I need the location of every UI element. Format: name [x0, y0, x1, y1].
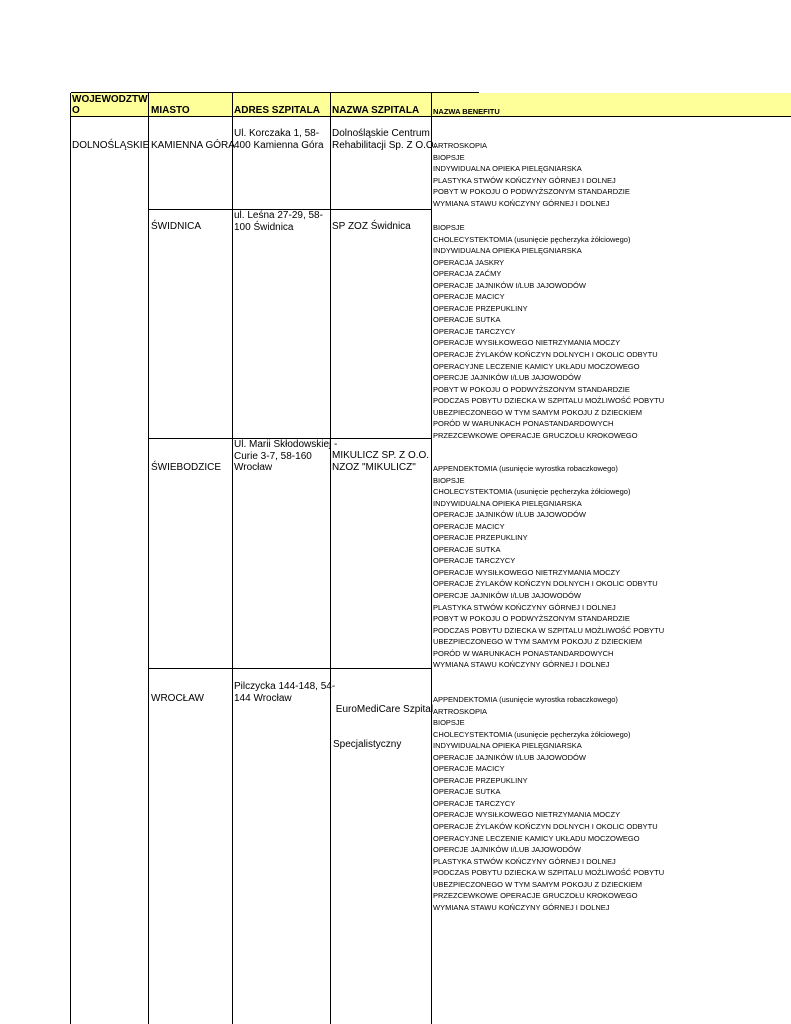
benefit-item: OPERACJA JASKRY: [433, 257, 505, 267]
benefit-item: BIOPSJE: [433, 223, 465, 232]
benefit-item: POBYT W POKOJU O PODWYŻSZONYM STANDARDZIE: [433, 187, 630, 197]
szpital-line: Dolnośląskie Centrum: [332, 128, 430, 139]
benefit-item: OPERACYJNE LECZENIE KAMICY UKŁADU MOCZOWEGO: [433, 833, 640, 843]
szpital-line: SP ZOZ Świdnica: [332, 221, 411, 232]
benefit-item: OPERCJE JAJNIKÓW I/LUB JAJOWODÓW: [433, 845, 581, 855]
benefit-item: BIOPSJE: [433, 718, 465, 728]
column-border: [232, 93, 233, 1024]
benefit-item: APPENDEKTOMIA (usunięcie wyrostka robaczkowego): [433, 695, 618, 704]
benefit-item: PODCZAS POBYTU DZIECKA W SZPITALU MOŻLIWOŚĆ POBYTU: [433, 396, 665, 406]
benefit-item: PLASTYKA STWÓW KOŃCZYNY GÓRNEJ I DOLNEJ: [433, 602, 616, 612]
benefit-item: OPERACJE JAJNIKÓW I/LUB JAJOWODÓW: [433, 280, 586, 290]
adres-line: Curie 3-7, 58-160: [234, 450, 312, 462]
adres-line: ul. Leśna 27-29, 58-: [234, 210, 323, 221]
header-miasto: MIASTO: [151, 105, 190, 116]
benefit-item: UBEZPIECZONEGO W TYM SAMYM POKOJU Z DZIECKIEM: [433, 637, 643, 647]
szpital-cell: [333, 681, 433, 762]
benefit-item: OPERACJE SUTKA: [433, 315, 501, 325]
column-border: [330, 93, 331, 1024]
adres-cell: [234, 128, 324, 151]
szpital-cell: [332, 128, 436, 151]
benefit-item: PORÓD W WARUNKACH PONASTANDARDOWYCH: [433, 419, 614, 429]
benefit-list: [433, 222, 664, 441]
row-separator: [148, 668, 431, 669]
benefit-item: BIOPSJE: [433, 475, 465, 485]
benefit-item: APPENDEKTOMIA (usunięcie wyrostka robaczkowego): [433, 464, 618, 473]
benefit-item: POBYT W POKOJU O PODWYŻSZONYM STANDARDZIE: [433, 384, 630, 394]
benefit-item: OPERACJE MACICY: [433, 764, 505, 774]
szpital-line: EuroMediCare Szpital: [333, 704, 434, 715]
adres-line: Wrocław: [234, 462, 273, 473]
header-wojewodztwo: [72, 94, 148, 116]
benefit-item: PLASTYKA STWÓW KOŃCZYNY GÓRNEJ I DOLNEJ: [433, 856, 616, 866]
benefit-item: OPERACJE PRZEPUKLINY: [433, 303, 528, 313]
szpital-line: NZOZ "MIKULICZ": [332, 461, 416, 473]
miasto-cell: ŚWIEBODZICE: [151, 462, 222, 473]
benefit-item: WYMIANA STAWU KOŃCZYNY GÓRNEJ I DOLNEJ: [433, 902, 610, 912]
benefit-item: PRZEZCEWKOWE OPERACJE GRUCZOŁU KROKOWEGO: [433, 430, 638, 440]
adres-line: 144 Wrocław: [234, 692, 292, 704]
benefit-item: PODCZAS POBYTU DZIECKA W SZPITALU MOŻLIWOŚĆ POBYTU: [433, 625, 665, 635]
benefit-item: BIOPSJE: [433, 152, 465, 162]
miasto-cell: KAMIENNA GÓRA: [151, 140, 235, 151]
benefit-list: [433, 694, 664, 913]
benefit-item: OPERACJE SUTKA: [433, 544, 501, 554]
benefit-item: INDYWIDUALNA OPIEKA PIELĘGNIARSKA: [433, 498, 582, 508]
adres-line: Ul. Korczaka 1, 58-: [234, 128, 320, 139]
benefit-item: OPERACJE SUTKA: [433, 787, 501, 797]
benefit-item: OPERACJE PRZEPUKLINY: [433, 533, 528, 543]
benefit-item: UBEZPIECZONEGO W TYM SAMYM POKOJU Z DZIECKIEM: [433, 407, 643, 417]
benefit-item: OPERACJE TARCZYCY: [433, 556, 516, 566]
benefit-item: OPERCJE JAJNIKÓW I/LUB JAJOWODÓW: [433, 373, 581, 383]
header-nazwa-benefitu: NAZWA BENEFITU: [433, 107, 500, 116]
benefit-item: OPERACJE JAJNIKÓW I/LUB JAJOWODÓW: [433, 752, 586, 762]
benefit-item: PORÓD W WARUNKACH PONASTANDARDOWYCH: [433, 648, 614, 658]
benefit-item: INDYWIDUALNA OPIEKA PIELĘGNIARSKA: [433, 246, 582, 256]
benefit-item: POBYT W POKOJU O PODWYŻSZONYM STANDARDZIE: [433, 614, 630, 624]
adres-line: Ul. Marii Skłodowskiej -: [234, 439, 338, 450]
adres-cell: [234, 681, 335, 704]
szpital-line: MIKULICZ SP. Z O.O.: [332, 450, 430, 461]
benefit-item: PLASTYKA STWÓW KOŃCZYNY GÓRNEJ I DOLNEJ: [433, 175, 616, 185]
miasto-cell: ŚWIDNICA: [151, 221, 201, 232]
header-nazwa-szpitala: NAZWA SZPITALA: [332, 105, 420, 116]
benefit-item: ARTROSKOPIA: [433, 706, 488, 716]
benefit-item: PODCZAS POBYTU DZIECKA W SZPITALU MOŻLIWOŚĆ POBYTU: [433, 868, 665, 878]
benefit-item: OPERACJE WYSIŁKOWEGO NIETRZYMANIA MOCZY: [433, 810, 621, 820]
benefit-item: PRZEZCEWKOWE OPERACJE GRUCZOŁU KROKOWEGO: [433, 891, 638, 901]
benefit-item: OPERACJA ZAĆMY: [433, 269, 502, 279]
benefit-item: CHOLECYSTEKTOMIA (usunięcie pęcherzyka żółciowego): [433, 234, 631, 244]
szpital-line: Specjalistyczny: [333, 738, 402, 750]
benefit-item: OPERACJE ŻYLAKÓW KOŃCZYN DOLNYCH I OKOLIC ODBYTU: [433, 579, 658, 589]
benefit-item: OPERACJE TARCZYCY: [433, 326, 516, 336]
benefit-list: [433, 463, 664, 671]
adres-line: 100 Świdnica: [234, 221, 294, 233]
benefit-item: CHOLECYSTEKTOMIA (usunięcie pęcherzyka żółciowego): [433, 729, 631, 739]
benefit-item: OPERACYJNE LECZENIE KAMICY UKŁADU MOCZOWEGO: [433, 361, 640, 371]
benefit-list: [433, 140, 630, 209]
benefit-item: WYMIANA STAWU KOŃCZYNY GÓRNEJ I DOLNEJ: [433, 198, 610, 208]
benefit-item: OPERACJE WYSIŁKOWEGO NIETRZYMANIA MOCZY: [433, 567, 621, 577]
header-adres: ADRES SZPITALA: [234, 105, 320, 116]
benefit-item: UBEZPIECZONEGO W TYM SAMYM POKOJU Z DZIECKIEM: [433, 879, 643, 889]
benefit-item: OPERACJE MACICY: [433, 521, 505, 531]
adres-cell: [234, 439, 337, 474]
szpital-line: Rehabilitacji Sp. Z O.O.: [332, 139, 437, 151]
benefit-item: INDYWIDUALNA OPIEKA PIELĘGNIARSKA: [433, 741, 582, 751]
column-border: [70, 93, 71, 1024]
benefit-item: WYMIANA STAWU KOŃCZYNY GÓRNEJ I DOLNEJ: [433, 660, 610, 670]
wojewodztwo-cell: DOLNOŚLĄSKIE: [72, 140, 150, 151]
benefit-item: OPERCJE JAJNIKÓW I/LUB JAJOWODÓW: [433, 591, 581, 601]
adres-line: Pilczycka 144-148, 54-: [234, 681, 336, 692]
benefit-item: OPERACJE TARCZYCY: [433, 798, 516, 808]
adres-line: 400 Kamienna Góra: [234, 139, 324, 151]
benefit-item: ARTROSKOPIA: [433, 141, 488, 150]
benefit-item: OPERACJE JAJNIKÓW I/LUB JAJOWODÓW: [433, 510, 586, 520]
column-border: [148, 93, 149, 1024]
benefit-item: CHOLECYSTEKTOMIA (usunięcie pęcherzyka żółciowego): [433, 487, 631, 497]
header-wojewodztwo-line2: O: [72, 105, 80, 116]
miasto-cell: WROCŁAW: [151, 693, 204, 704]
adres-cell: [234, 210, 323, 233]
szpital-cell: [332, 450, 429, 473]
header-wojewodztwo-line1: WOJEWODZTW: [72, 94, 148, 105]
benefit-item: OPERACJE ŻYLAKÓW KOŃCZYN DOLNYCH I OKOLIC ODBYTU: [433, 822, 658, 832]
benefit-item: INDYWIDUALNA OPIEKA PIELĘGNIARSKA: [433, 164, 582, 174]
benefit-item: OPERACJE MACICY: [433, 292, 505, 302]
szpital-cell: [332, 221, 411, 233]
benefit-item: OPERACJE PRZEPUKLINY: [433, 775, 528, 785]
column-border: [431, 93, 432, 1024]
benefit-item: OPERACJE WYSIŁKOWEGO NIETRZYMANIA MOCZY: [433, 338, 621, 348]
benefit-item: OPERACJE ŻYLAKÓW KOŃCZYN DOLNYCH I OKOLIC ODBYTU: [433, 350, 658, 360]
